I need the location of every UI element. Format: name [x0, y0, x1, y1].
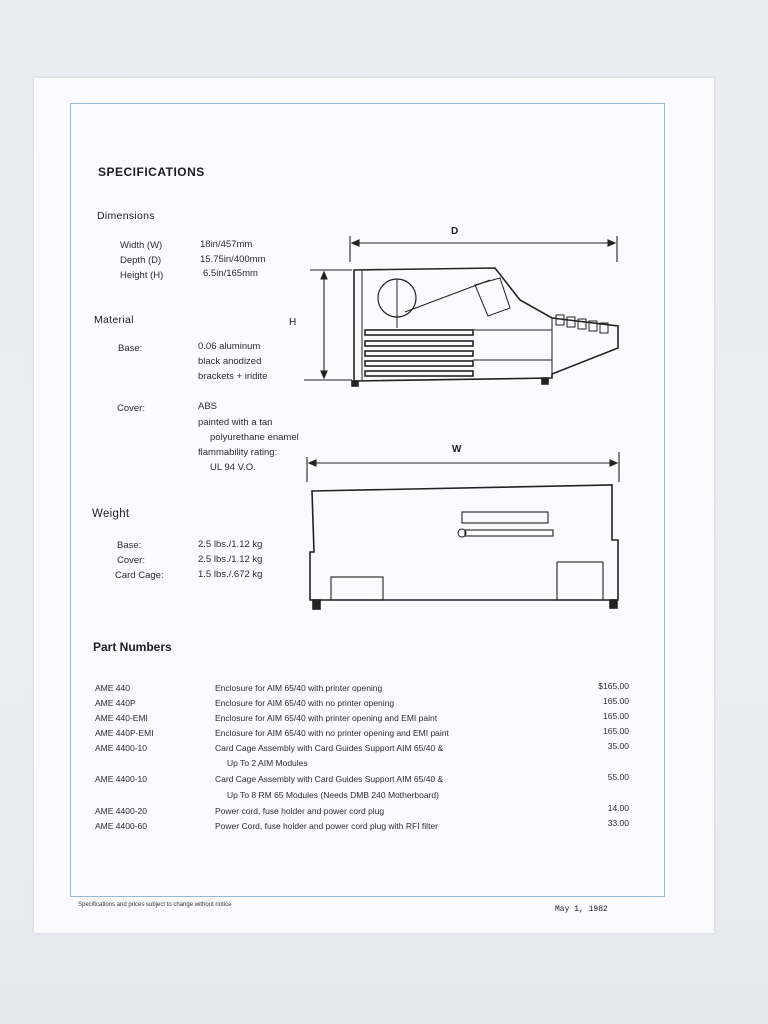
weight-label-card-cage: Card Cage: [115, 570, 164, 581]
depth-label: D [451, 226, 459, 237]
dim-value-width: 18in/457mm [200, 239, 253, 250]
material-cover-label: Cover: [117, 403, 145, 414]
dim-value-height: 6.5in/165mm [203, 268, 258, 279]
footer-date: May 1, 1982 [555, 905, 608, 914]
part-description-continued: Up To 2 AIM Modules [227, 758, 308, 768]
dimensions-heading: Dimensions [97, 210, 155, 222]
part-price: 33.00 [607, 818, 629, 828]
weight-heading: Weight [92, 508, 130, 520]
material-base-line-3: brackets + iridite [198, 371, 268, 382]
part-price: 165.00 [603, 696, 629, 706]
height-label: H [289, 317, 297, 328]
part-description: Card Cage Assembly with Card Guides Support AIM 65/40 & [215, 774, 444, 784]
weight-label-base: Base: [117, 540, 142, 551]
side-view-enclosure [352, 268, 618, 386]
part-number: AME 4400-20 [95, 806, 147, 816]
part-description-continued: Up To 8 RM 65 Modules (Needs DMB 240 Motherboard) [227, 790, 439, 800]
part-number: AME 440 [95, 683, 130, 693]
part-price: $165.00 [598, 681, 629, 691]
material-cover-line-5: UL 94 V.O. [210, 462, 256, 473]
weight-value-card-cage: 1.5 lbs./.672 kg [198, 569, 263, 580]
weight-label-cover: Cover: [117, 555, 145, 566]
height-dimension-line [304, 270, 352, 380]
material-base-line-2: black anodized [198, 356, 262, 367]
part-description: Card Cage Assembly with Card Guides Support AIM 65/40 & [215, 743, 444, 753]
dim-label-width: Width (W) [120, 240, 163, 251]
depth-dimension-line [350, 236, 617, 262]
part-number: AME 440-EMI [95, 713, 148, 723]
material-base-label: Base: [118, 343, 143, 354]
part-description: Enclosure for AIM 65/40 with printer opening [215, 683, 383, 693]
material-heading: Material [94, 314, 134, 326]
weight-value-cover: 2.5 lbs./1.12 kg [198, 554, 263, 565]
part-description: Enclosure for AIM 65/40 with no printer opening and EMI paint [215, 728, 449, 738]
part-number: AME 440P-EMI [95, 728, 154, 738]
part-price: 55.00 [607, 772, 629, 782]
page-title: SPECIFICATIONS [98, 165, 205, 179]
material-base-line-1: 0.06 aluminum [198, 341, 261, 352]
part-description: Enclosure for AIM 65/40 with no printer opening [215, 698, 395, 708]
part-number: AME 4400-10 [95, 774, 147, 784]
dim-label-depth: Depth (D) [120, 255, 162, 266]
dim-label-height: Height (H) [120, 270, 164, 281]
footer-note: Specifications and prices subject to change without notice [78, 902, 232, 908]
part-number: AME 4400-60 [95, 821, 147, 831]
front-view-enclosure [310, 485, 618, 609]
material-cover-line-4: flammability rating: [198, 447, 278, 458]
dim-value-depth: 15.75in/400mm [200, 254, 266, 265]
part-number: AME 4400-10 [95, 743, 147, 753]
part-numbers-heading: Part Numbers [93, 640, 172, 654]
material-cover-line-3: polyurethane enamel [210, 432, 299, 443]
part-price: 14.00 [607, 803, 629, 813]
width-dimension-line [307, 452, 619, 482]
part-description: Enclosure for AIM 65/40 with printer opening and EMI paint [215, 713, 438, 723]
weight-value-base: 2.5 lbs./1.12 kg [198, 539, 263, 550]
part-description: Power Cord, fuse holder and power cord plug with RFI filter [215, 821, 438, 831]
width-label: W [452, 444, 462, 455]
part-description: Power cord, fuse holder and power cord plug [215, 806, 385, 816]
part-number: AME 440P [95, 698, 136, 708]
part-price: 165.00 [603, 711, 629, 721]
part-price: 35.00 [607, 741, 629, 751]
part-price: 165.00 [603, 726, 629, 736]
material-cover-line-2: painted with a tan [198, 417, 273, 428]
material-cover-line-1: ABS [198, 401, 218, 412]
